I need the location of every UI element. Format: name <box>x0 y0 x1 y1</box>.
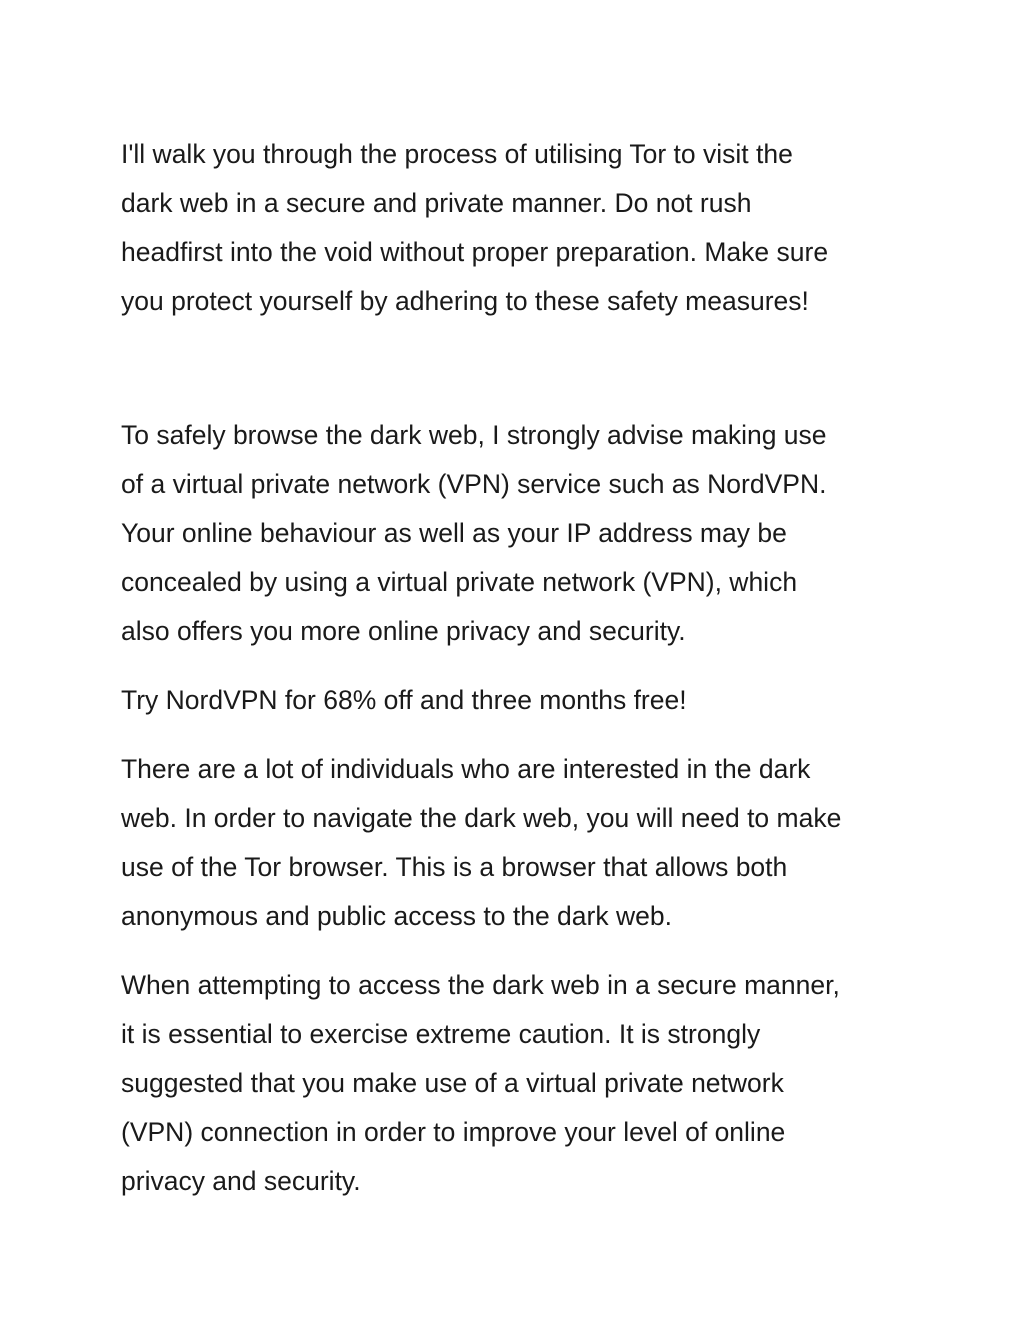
paragraph-spacer <box>121 326 901 411</box>
text-line: concealed by using a virtual private network (VPN), which <box>121 567 798 597</box>
text-line: suggested that you make use of a virtual private network <box>121 1068 784 1098</box>
text-line: it is essential to exercise extreme caution. It is strongly <box>121 1019 761 1049</box>
text-line: use of the Tor browser. This is a browser that allows both <box>121 852 788 882</box>
paragraph-tor-browser <box>121 745 901 941</box>
text-line: you protect yourself by adhering to these safety measures! <box>121 286 809 316</box>
text-line: also offers you more online privacy and security. <box>121 616 686 646</box>
text-line: There are a lot of individuals who are interested in the dark <box>121 754 811 784</box>
paragraph-promo <box>121 676 901 725</box>
text-line: headfirst into the void without proper preparation. Make sure <box>121 237 829 267</box>
text-line: privacy and security. <box>121 1166 361 1196</box>
text-line: Try NordVPN for 68% off and three months free! <box>121 685 687 715</box>
paragraph-vpn-advice <box>121 411 901 656</box>
paragraph-spacer <box>121 941 901 961</box>
text-line: When attempting to access the dark web in a secure manner, <box>121 970 840 1000</box>
text-line: I'll walk you through the process of utilising Tor to visit the <box>121 139 793 169</box>
paragraph-spacer <box>121 725 901 745</box>
paragraph-intro <box>121 130 901 326</box>
paragraph-spacer <box>121 656 901 676</box>
document-page <box>121 130 901 1206</box>
paragraph-caution <box>121 961 901 1206</box>
text-line: web. In order to navigate the dark web, you will need to make <box>121 803 842 833</box>
text-line: of a virtual private network (VPN) service such as NordVPN. <box>121 469 827 499</box>
text-line: Your online behaviour as well as your IP address may be <box>121 518 787 548</box>
text-line: dark web in a secure and private manner. Do not rush <box>121 188 752 218</box>
text-line: (VPN) connection in order to improve your level of online <box>121 1117 786 1147</box>
text-line: anonymous and public access to the dark web. <box>121 901 672 931</box>
text-line: To safely browse the dark web, I strongly advise making use <box>121 420 827 450</box>
